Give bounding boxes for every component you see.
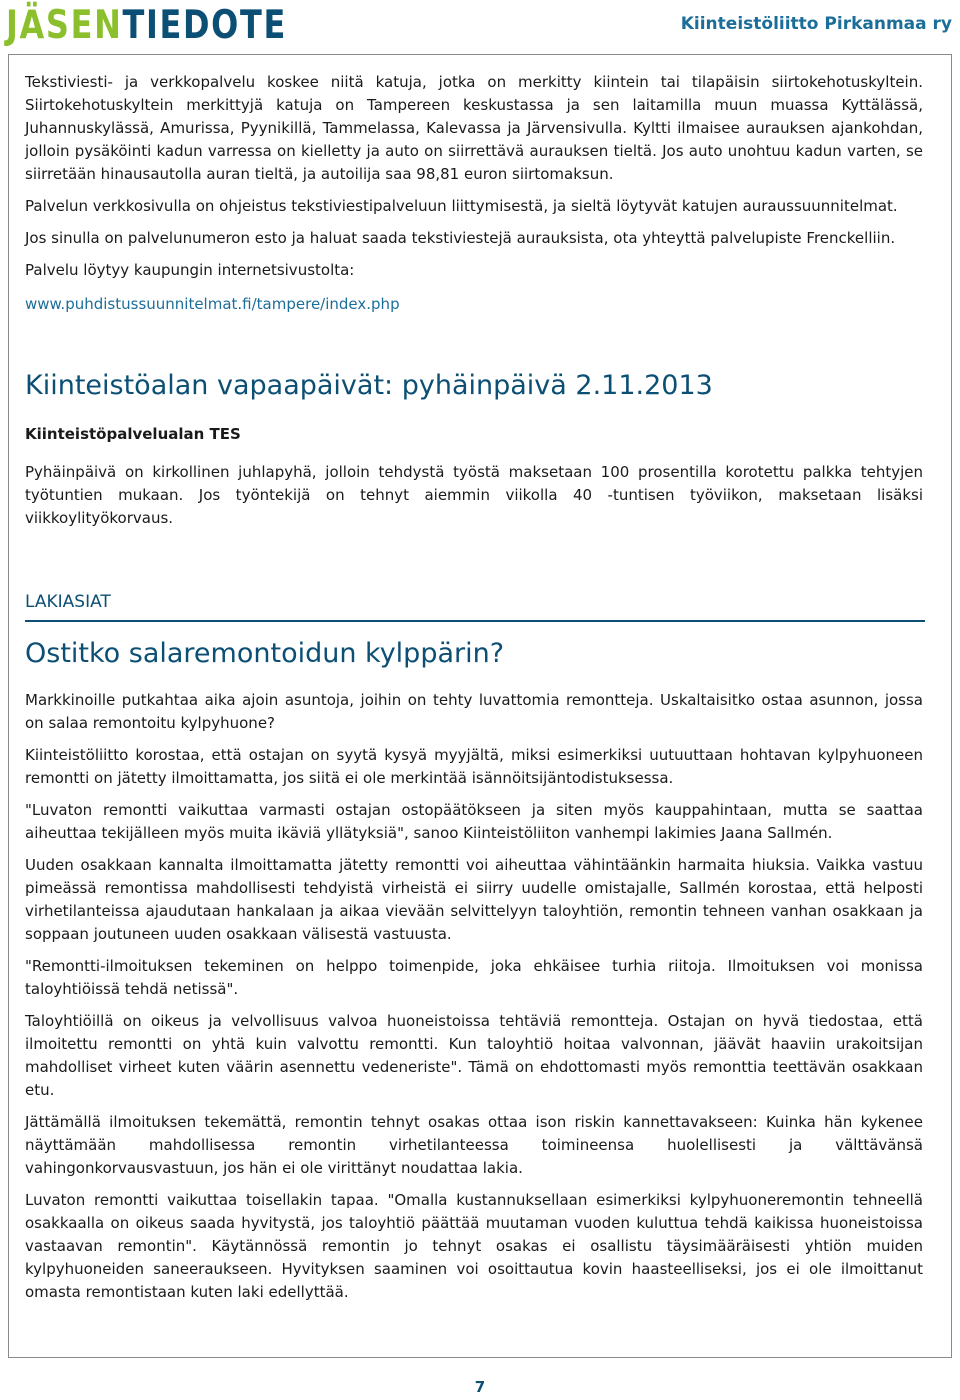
body-paragraph: Palvelu löytyy kaupungin internetsivustolta: <box>25 261 355 279</box>
organization-name: Kiinteistöliitto Pirkanmaa ry <box>680 14 952 34</box>
body-paragraph: Luvaton remontti vaikuttaa toisellakin tapaa. "Omalla kustannuksellaan esimerkiksi kylpyhuoneremontin tehneellä osakkaalla on oikeus saada hyvitystä, jos taloyhtiö päättää muutaman vuoden kuluttua tehdä kaikissa huoneistoissa vastaavan remontin". Käytännössä remontin jo tehnyt osakas ei osallistu täysimääräisesti yhtiön muiden kylpyhuoneiden saneeraukseen. Hyvityksen saaminen voi osoittautua kovin haasteelliseksi, jos ei ole ilmoittanut omasta remontistaan kuten laki edellyttää. <box>25 1191 923 1301</box>
body-paragraph: "Luvaton remontti vaikuttaa varmasti ostajan ostopäätökseen ja siten myös kauppahintaan, mutta se saattaa aiheuttaa tekijälleen myös muita ikäviä yllätyksiä", sanoo Kiinteistöliiton vanhempi lakimies Jaana Sallmén. <box>25 801 923 842</box>
article-title: Ostitko salaremontoidun kylppärin? <box>25 638 505 669</box>
page-number: 7 <box>474 1378 486 1396</box>
logo-text-part2: TIEDOTE <box>122 3 287 48</box>
section-label-lakiasiat: LAKIASIAT <box>25 592 111 612</box>
article-content <box>25 71 923 1313</box>
body-paragraph: Taloyhtiöillä on oikeus ja velvollisuus valvoa huoneistoissa tehtäviä remontteja. Ostajan on hyvä tiedostaa, että ilmoitettu remontti on yhtä kuin valvottu remontti. Kun taloyhtiö hoitaa valvonnan, jäävät haaviin urakoitsijan mahdolliset virheet kuten väärin asennettu vedeneriste". Tämä on ehdottomasti myös remonttia teettävän osakkaan etu. <box>25 1012 923 1099</box>
body-paragraph: Jättämällä ilmoituksen tekemättä, remontin tehnyt osakas ottaa ison riskin kannettavakseen: Kuinka hän kykenee näyttämään mahdollisessa remontin virhetilanteessa toimineensa huolellisesti ja välttävänsä vahingonkorvausvastuun, jos hän ei ole virittänyt noudattaa lakia. <box>25 1113 923 1177</box>
body-paragraph: Uuden osakkaan kannalta ilmoittamatta jätetty remontti voi aiheuttaa vähintäänkin harmaita hiuksia. Vaikka vastuu pimeässä remontissa mahdollisesti tehdyistä virheistä ei siirry uudelle omistajalle, Sallmén korostaa, että helposti virhetilanteissa ajaudutaan hankalaan ja aikaa vievään selvittelyyn taloyhtiön, remontin tehneen vanhan osakkaan ja soppaan joutuneen uuden osakkaan välisestä vastuusta. <box>25 856 923 943</box>
body-paragraph: "Remontti-ilmoituksen tekeminen on helppo toimenpide, joka ehkäisee turhia riitoja. Ilmoituksen voi monissa taloyhtiöissä tehdä netissä". <box>25 957 923 998</box>
body-paragraph: Jos sinulla on palvelunumeron esto ja haluat saada tekstiviestejä aurauksista, ota yhteyttä palvelupiste Frenckelliin. <box>25 229 896 247</box>
newsletter-logo <box>6 4 287 48</box>
logo-text-part1: JÄSEN <box>6 3 123 48</box>
body-paragraph: Kiinteistöliitto korostaa, että ostajan on syytä kysyä myyjältä, miksi esimerkiksi uutuuttaan hohtavan kylpyhuoneen remontti on jätetty ilmoittamatta, jos siitä ei ole merkintää isännöitsijäntodistuksessa. <box>25 746 923 787</box>
body-paragraph: Markkinoille putkahtaa aika ajoin asuntoja, joihin on tehty luvattomia remontteja. Uskaltaisitko ostaa asunnon, jossa on salaa remontoitu kylpyhuone? <box>25 691 923 732</box>
page-header <box>0 0 960 52</box>
body-paragraph: Palvelun verkkosivulla on ohjeistus tekstiviestipalveluun liittymisestä, ja sieltä löytyvät katujen auraussuunnitelmat. <box>25 197 898 215</box>
website-link[interactable]: www.puhdistussuunnitelmat.fi/tampere/index.php <box>25 295 400 313</box>
section-title-holiday: Kiinteistöalan vapaapäivät: pyhäinpäivä 2.11.2013 <box>25 370 713 401</box>
body-paragraph: Pyhäinpäivä on kirkollinen juhlapyhä, jolloin tehdystä työstä maksetaan 100 prosentilla korotettu palkka tehtyjen työtuntien mukaan. Jos työntekijä on tehnyt aiemmin viikolla 40 -tuntisen työviikon, maksetaan lisäksi viikkoylityökorvaus. <box>25 463 923 527</box>
section-divider <box>25 620 925 622</box>
body-paragraph: Tekstiviesti- ja verkkopalvelu koskee niitä katuja, jotka on merkitty kiintein tai tilapäisin siirtokehotuskyltein. Siirtokehotuskyltein merkittyjä katuja on Tampereen keskustassa ja sen laitamilla muun muassa Kyttälässä, Juhannuskylässä, Amurissa, Pyynikillä, Tammelassa, Kalevassa ja Järvensivulla. Kyltti ilmaisee aurauksen ajankohdan, jolloin pysäköinti kadun varressa on kielletty ja auto on siirrettävä aurauksen tieltä. Jos auto unohtuu kadun varten, se siirretään hinausautolla auran tieltä, ja autoilija saa 98,81 euron siirtomaksun. <box>25 73 923 183</box>
section-subtitle-tes: Kiinteistöpalvelualan TES <box>25 425 241 443</box>
